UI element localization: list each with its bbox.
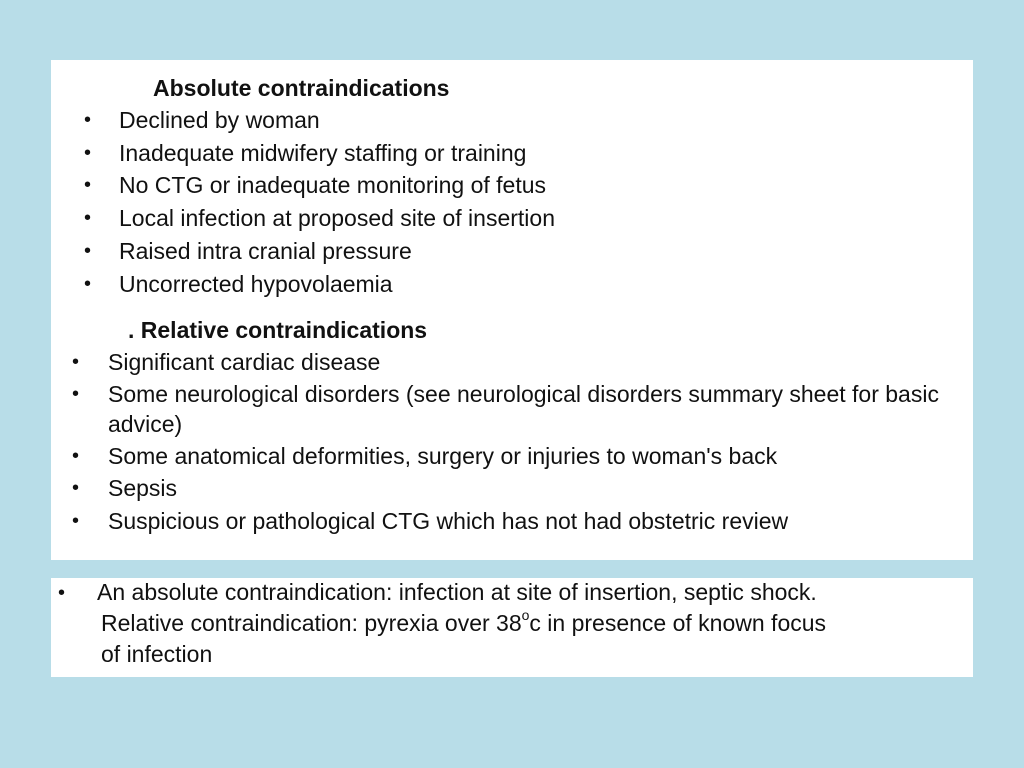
relative-contraindications-heading: . Relative contraindications — [128, 317, 428, 343]
bullet-icon: • — [72, 351, 80, 373]
list-item: • Suspicious or pathological CTG which has not had obstetric review — [51, 505, 958, 538]
note-line-3: of infection — [101, 641, 213, 667]
list-item: • Sepsis — [51, 472, 958, 505]
list-item: • Uncorrected hypovolaemia — [51, 268, 555, 301]
bullet-icon: • — [84, 207, 92, 230]
list-item: • Inadequate midwifery staffing or training — [51, 137, 555, 170]
absolute-contraindications-heading: Absolute contraindications — [153, 75, 450, 101]
list-item: • Significant cardiac disease — [51, 346, 958, 379]
bullet-icon: • — [58, 582, 66, 604]
bullet-icon: • — [72, 382, 80, 405]
list-item: • Declined by woman — [51, 104, 555, 137]
infection-note-panel — [51, 578, 973, 677]
bullet-icon: • — [84, 174, 92, 197]
list-item: • Some neurological disorders (see neurological disorders summary sheet for basic advice) — [72, 380, 939, 438]
note-line-2: Relative contraindication: pyrexia over 38$^o$c in presence of known focus — [101, 607, 827, 636]
contraindications-panel — [51, 60, 973, 560]
bullet-icon: • — [84, 141, 92, 164]
absolute-contraindications-list — [51, 104, 555, 300]
list-item: • Some anatomical deformities, surgery or injuries to woman's back — [51, 440, 958, 473]
list-item: • Local infection at proposed site of insertion — [51, 202, 555, 235]
bullet-icon: • — [84, 239, 92, 262]
bullet-icon: • — [72, 444, 80, 467]
bullet-icon: • — [84, 272, 92, 295]
bullet-icon: • — [72, 510, 80, 533]
bullet-icon: • — [84, 109, 92, 131]
bullet-icon: • — [72, 477, 80, 500]
degree-superscript: o — [521, 607, 530, 624]
note-line-1: An absolute contraindication: infection at site of insertion, septic shock. — [97, 579, 817, 605]
relative-contraindications-list — [51, 346, 958, 538]
list-item: • Raised intra cranial pressure — [51, 235, 555, 268]
list-item: • No CTG or inadequate monitoring of fetus — [51, 169, 555, 202]
